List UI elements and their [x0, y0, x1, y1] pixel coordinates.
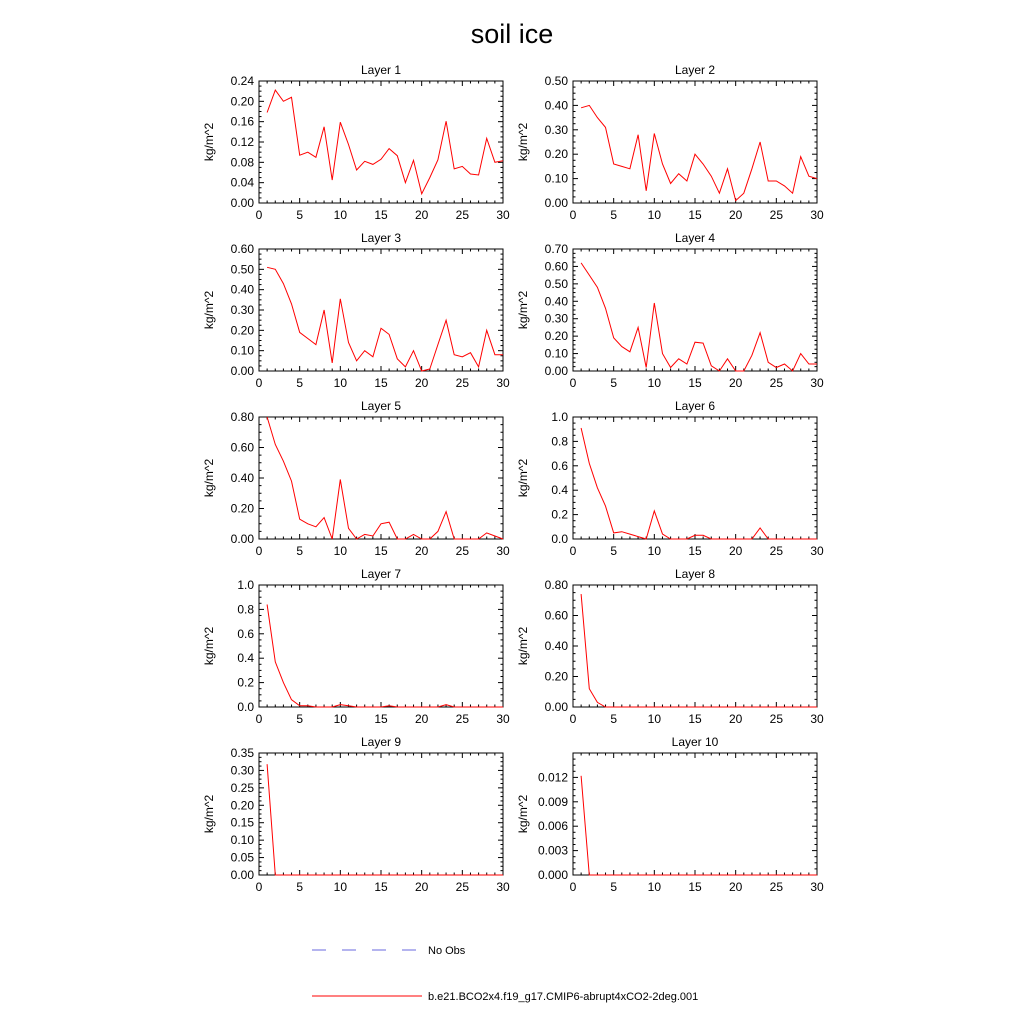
y-tick-label: 0.12 [230, 135, 254, 149]
panel-2 [516, 63, 824, 222]
y-axis-label: kg/m^2 [202, 626, 216, 666]
y-tick-label: 0.20 [230, 323, 254, 338]
series-line [581, 776, 817, 875]
panel-9 [202, 735, 510, 894]
y-tick-label: 1.0 [237, 578, 254, 592]
x-tick-label: 30 [810, 712, 824, 726]
legend-item-obs [312, 945, 466, 957]
y-tick-label: 0.00 [230, 196, 254, 210]
x-tick-label: 5 [296, 880, 304, 894]
y-tick-label: 0.70 [544, 242, 568, 256]
panels [202, 63, 824, 894]
series-line [267, 417, 503, 539]
y-tick-label: 0.40 [544, 294, 568, 309]
y-tick-label: 0.2 [551, 507, 568, 522]
series-line [581, 594, 817, 707]
x-tick-label: 15 [688, 712, 702, 726]
panel-4 [516, 231, 824, 390]
panel-title: Layer 5 [360, 399, 402, 413]
y-tick-label: 0.20 [230, 798, 254, 813]
x-tick-label: 5 [296, 712, 304, 726]
y-tick-label: 0.35 [230, 746, 254, 760]
x-tick-label: 10 [333, 712, 348, 726]
y-tick-label: 0.00 [544, 364, 568, 378]
series-line [267, 605, 503, 708]
series-line [267, 764, 503, 875]
plot-frame [259, 417, 503, 539]
y-axis-label: kg/m^2 [202, 794, 216, 834]
x-tick-label: 15 [374, 376, 388, 390]
x-tick-label: 20 [414, 208, 429, 222]
panel-5 [202, 399, 510, 558]
x-tick-label: 0 [569, 208, 577, 222]
x-tick-label: 25 [769, 544, 784, 558]
x-tick-label: 10 [647, 880, 662, 894]
x-tick-label: 15 [688, 880, 702, 894]
series-line [581, 105, 817, 200]
x-tick-label: 30 [810, 544, 824, 558]
y-axis-label: kg/m^2 [516, 626, 530, 666]
y-tick-label: 0.50 [544, 74, 568, 88]
y-tick-label: 0.30 [230, 763, 254, 778]
x-tick-label: 15 [374, 544, 388, 558]
y-axis-label: kg/m^2 [516, 290, 530, 330]
x-tick-label: 25 [455, 544, 470, 558]
y-tick-label: 0.24 [230, 74, 254, 88]
legend-model-label: b.e21.BCO2x4.f19_g17.CMIP6-abrupt4xCO2-2deg.001 [428, 991, 699, 1003]
panel-title: Layer 3 [360, 231, 402, 245]
x-tick-label: 30 [496, 712, 510, 726]
x-tick-label: 10 [333, 376, 348, 390]
x-tick-label: 15 [374, 880, 388, 894]
y-tick-label: 0.25 [230, 780, 254, 795]
x-tick-label: 30 [810, 880, 824, 894]
x-tick-label: 15 [688, 544, 702, 558]
panel-title: Layer 7 [360, 567, 402, 581]
y-tick-label: 0.15 [230, 815, 254, 830]
y-axis-label: kg/m^2 [516, 458, 530, 498]
plot-frame [259, 585, 503, 707]
y-tick-label: 0.00 [544, 700, 568, 714]
series-line [267, 90, 503, 194]
y-tick-label: 0.08 [230, 155, 254, 170]
x-tick-label: 5 [610, 208, 618, 222]
x-tick-label: 25 [455, 208, 470, 222]
plot-frame [259, 249, 503, 371]
x-tick-label: 0 [569, 544, 577, 558]
series-line [581, 263, 817, 371]
y-tick-label: 0.20 [544, 329, 568, 344]
y-tick-label: 0.003 [537, 843, 568, 858]
panel-1 [202, 63, 510, 222]
x-tick-label: 20 [728, 712, 743, 726]
panel-7 [202, 567, 510, 726]
x-tick-label: 0 [255, 208, 263, 222]
plot-frame [573, 81, 817, 203]
y-tick-label: 0.05 [230, 850, 254, 865]
x-tick-label: 10 [647, 376, 662, 390]
panel-title: Layer 9 [360, 735, 402, 749]
y-tick-label: 0.40 [230, 471, 254, 485]
panel-8 [516, 567, 824, 726]
x-tick-label: 25 [769, 712, 784, 726]
y-tick-label: 0.16 [230, 114, 254, 129]
y-tick-label: 0.60 [544, 608, 568, 623]
y-tick-label: 0.4 [237, 651, 254, 666]
x-tick-label: 30 [496, 376, 510, 390]
x-tick-label: 10 [647, 544, 662, 558]
x-tick-label: 15 [374, 712, 388, 726]
y-tick-label: 0.012 [537, 770, 568, 785]
panel-title: Layer 10 [671, 735, 719, 749]
y-tick-label: 1.0 [551, 410, 568, 424]
x-tick-label: 5 [610, 712, 618, 726]
plot-frame [573, 249, 817, 371]
y-tick-label: 0.00 [544, 196, 568, 210]
legend-item-model [312, 991, 698, 1003]
x-tick-label: 5 [610, 880, 618, 894]
x-tick-label: 30 [810, 376, 824, 390]
y-axis-label: kg/m^2 [202, 458, 216, 498]
x-tick-label: 15 [688, 208, 702, 222]
y-tick-label: 0.00 [230, 532, 254, 546]
y-tick-label: 0.30 [544, 122, 568, 137]
plot-frame [259, 753, 503, 875]
x-tick-label: 25 [455, 376, 470, 390]
y-tick-label: 0.10 [230, 343, 254, 358]
y-tick-label: 0.40 [544, 98, 568, 113]
y-tick-label: 0.20 [544, 669, 568, 684]
y-tick-label: 0.40 [230, 282, 254, 297]
y-tick-label: 0.6 [551, 458, 568, 473]
x-tick-label: 15 [688, 376, 702, 390]
y-tick-label: 0.80 [544, 578, 568, 592]
panel-title: Layer 1 [360, 63, 402, 77]
x-tick-label: 10 [333, 880, 348, 894]
x-tick-label: 5 [610, 544, 618, 558]
y-axis-label: kg/m^2 [516, 122, 530, 162]
y-tick-label: 0.006 [537, 819, 568, 834]
x-tick-label: 20 [728, 880, 743, 894]
y-tick-label: 0.000 [537, 868, 568, 882]
x-tick-label: 0 [255, 880, 263, 894]
y-tick-label: 0.2 [237, 675, 254, 690]
y-tick-label: 0.50 [230, 262, 254, 277]
panel-title: Layer 4 [674, 231, 716, 245]
panel-title: Layer 8 [674, 567, 716, 581]
plot-frame [573, 585, 817, 707]
x-tick-label: 25 [769, 376, 784, 390]
y-tick-label: 0.009 [537, 794, 568, 809]
y-tick-label: 0.10 [544, 346, 568, 361]
y-axis-label: kg/m^2 [202, 122, 216, 162]
x-tick-label: 0 [255, 712, 263, 726]
y-tick-label: 0.20 [230, 94, 254, 109]
x-tick-label: 20 [728, 544, 743, 558]
x-tick-label: 10 [333, 208, 348, 222]
x-tick-label: 10 [647, 208, 662, 222]
y-tick-label: 0.10 [544, 171, 568, 186]
y-tick-label: 0.30 [544, 311, 568, 326]
panel-3 [202, 231, 510, 390]
x-tick-label: 0 [569, 376, 577, 390]
x-tick-label: 25 [455, 880, 470, 894]
x-tick-label: 30 [496, 880, 510, 894]
x-tick-label: 0 [569, 712, 577, 726]
figure-title: soil ice [470, 19, 554, 49]
x-tick-label: 5 [296, 544, 304, 558]
y-tick-label: 0.8 [551, 434, 568, 449]
x-tick-label: 30 [496, 208, 510, 222]
legend-obs-label: No Obs [428, 945, 466, 957]
series-line [581, 428, 817, 539]
x-tick-label: 10 [647, 712, 662, 726]
y-tick-label: 0.04 [230, 175, 254, 190]
y-tick-label: 0.0 [237, 700, 254, 714]
panel-10 [516, 735, 824, 894]
y-tick-label: 0.50 [544, 276, 568, 291]
y-tick-label: 0.00 [230, 868, 254, 882]
y-tick-label: 0.00 [230, 364, 254, 378]
legend [312, 945, 698, 1003]
panel-title: Layer 6 [674, 399, 716, 413]
y-tick-label: 0.80 [230, 410, 254, 424]
x-tick-label: 30 [810, 208, 824, 222]
x-tick-label: 15 [374, 208, 388, 222]
x-tick-label: 25 [455, 712, 470, 726]
x-tick-label: 10 [333, 544, 348, 558]
x-tick-label: 20 [414, 880, 429, 894]
panel-title: Layer 2 [674, 63, 716, 77]
y-tick-label: 0.60 [230, 242, 254, 256]
x-tick-label: 0 [255, 544, 263, 558]
x-tick-label: 30 [496, 544, 510, 558]
x-tick-label: 0 [255, 376, 263, 390]
x-tick-label: 5 [296, 208, 304, 222]
panel-6 [516, 399, 824, 558]
y-tick-label: 0.10 [230, 833, 254, 848]
y-tick-label: 0.20 [230, 501, 254, 516]
plot-frame [259, 81, 503, 203]
y-axis-label: kg/m^2 [202, 290, 216, 330]
y-tick-label: 0.20 [544, 147, 568, 162]
plot-frame [573, 753, 817, 875]
x-tick-label: 20 [728, 208, 743, 222]
y-tick-label: 0.4 [551, 483, 568, 498]
x-tick-label: 5 [610, 376, 618, 390]
y-tick-label: 0.30 [230, 303, 254, 317]
x-tick-label: 0 [569, 880, 577, 894]
y-tick-label: 0.60 [230, 440, 254, 455]
x-tick-label: 20 [414, 544, 429, 558]
y-tick-label: 0.60 [544, 259, 568, 274]
x-tick-label: 25 [769, 208, 784, 222]
y-tick-label: 0.40 [544, 639, 568, 653]
y-tick-label: 0.6 [237, 626, 254, 641]
y-axis-label: kg/m^2 [516, 794, 530, 834]
x-tick-label: 25 [769, 880, 784, 894]
y-tick-label: 0.8 [237, 602, 254, 617]
x-tick-label: 20 [414, 376, 429, 390]
x-tick-label: 20 [728, 376, 743, 390]
y-tick-label: 0.0 [551, 532, 568, 546]
x-tick-label: 5 [296, 376, 304, 390]
series-line [267, 267, 503, 371]
x-tick-label: 20 [414, 712, 429, 726]
